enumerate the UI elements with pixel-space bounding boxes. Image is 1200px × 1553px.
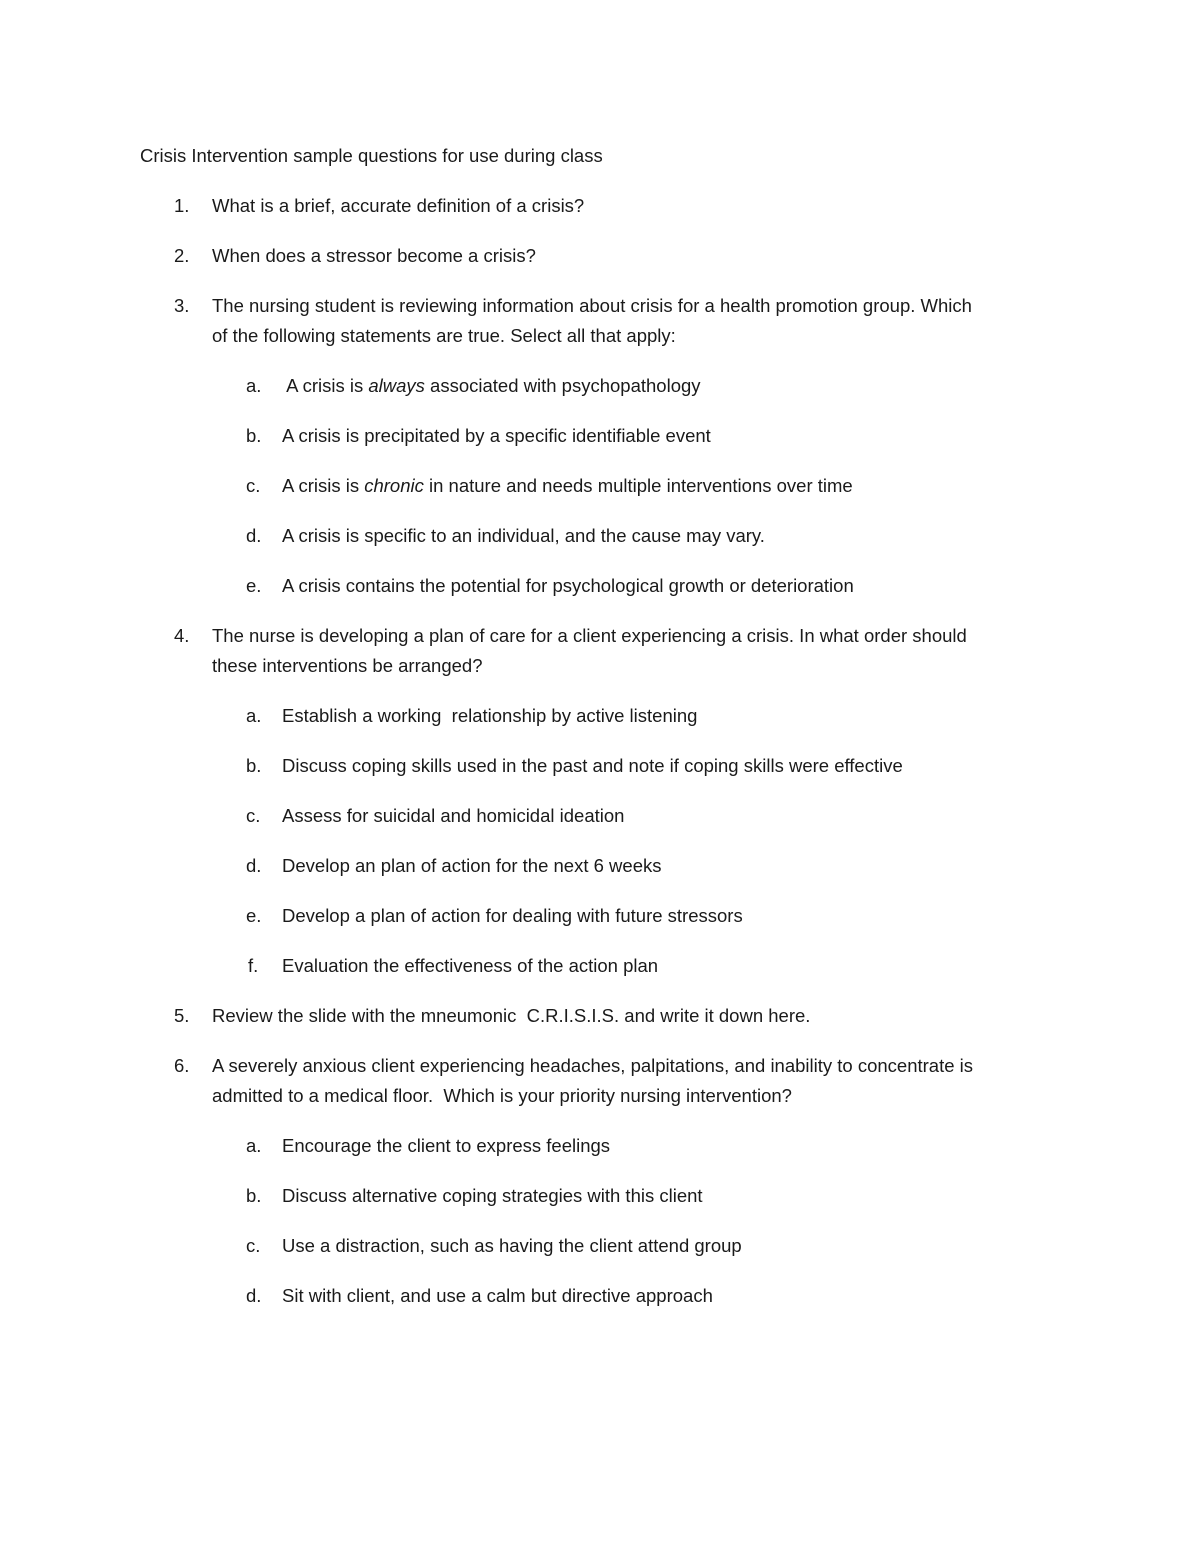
q6-option-d-letter: d. (246, 1285, 262, 1306)
question-4-text-line1: The nurse is developing a plan of care for a client experiencing a crisis. In what order should (212, 625, 967, 646)
q3-option-e-text: A crisis contains the potential for psychological growth or deterioration (282, 575, 854, 596)
q3-option-a-letter: a. (246, 375, 262, 396)
question-5-number: 5. (174, 1005, 190, 1026)
q4-option-d-text: Develop an plan of action for the next 6 weeks (282, 855, 662, 876)
q3-option-c-text: A crisis is chronic in nature and needs multiple interventions over time (282, 475, 853, 496)
q3-option-a-emphasis: always (368, 375, 425, 396)
question-3-text-line1: The nursing student is reviewing information about crisis for a health promotion group. Which (212, 295, 972, 316)
q4-option-b-text: Discuss coping skills used in the past and note if coping skills were effective (282, 755, 903, 776)
question-6-text-line1: A severely anxious client experiencing headaches, palpitations, and inability to concentrate is (212, 1055, 974, 1076)
q6-option-a-text: Encourage the client to express feelings (282, 1135, 611, 1156)
q4-option-e-text: Develop a plan of action for dealing with future stressors (282, 905, 743, 926)
question-6-number: 6. (174, 1055, 190, 1076)
q6-option-a-letter: a. (246, 1135, 262, 1156)
q6-option-b-text: Discuss alternative coping strategies with this client (282, 1185, 703, 1206)
question-4-text-line2: these interventions be arranged? (212, 655, 483, 676)
question-1-text: What is a brief, accurate definition of a crisis? (212, 195, 585, 216)
q4-option-f-text: Evaluation the effectiveness of the action plan (282, 955, 659, 976)
question-6-text-line2: admitted to a medical floor. Which is your priority nursing intervention? (212, 1085, 792, 1106)
q4-option-a-letter: a. (246, 705, 262, 726)
q4-option-c-letter: c. (246, 805, 261, 826)
question-1-number: 1. (174, 195, 190, 216)
q6-option-c-text: Use a distraction, such as having the client attend group (282, 1235, 742, 1256)
question-2-number: 2. (174, 245, 190, 266)
q4-option-e-letter: e. (246, 905, 262, 926)
q3-option-d-text: A crisis is specific to an individual, and the cause may vary. (282, 525, 765, 546)
question-4-number: 4. (174, 625, 190, 646)
document-title: Crisis Intervention sample questions for use during class (140, 145, 603, 166)
q3-option-b-text: A crisis is precipitated by a specific identifiable event (282, 425, 711, 446)
q4-option-f-letter: f. (248, 955, 259, 976)
q4-option-a-text: Establish a working relationship by active listening (282, 705, 698, 726)
question-2-text: When does a stressor become a crisis? (212, 245, 536, 266)
q3-option-a-text: A crisis is always associated with psychopathology (282, 375, 701, 396)
question-3-text-line2: of the following statements are true. Select all that apply: (212, 325, 676, 346)
q3-option-c-letter: c. (246, 475, 261, 496)
q4-option-b-letter: b. (246, 755, 262, 776)
q6-option-d-text: Sit with client, and use a calm but directive approach (282, 1285, 713, 1306)
q3-option-d-letter: d. (246, 525, 262, 546)
q4-option-d-letter: d. (246, 855, 262, 876)
q3-option-c-emphasis: chronic (364, 475, 424, 496)
q6-option-b-letter: b. (246, 1185, 262, 1206)
q6-option-c-letter: c. (246, 1235, 261, 1256)
q4-option-c-text: Assess for suicidal and homicidal ideation (282, 805, 625, 826)
question-5-text: Review the slide with the mneumonic C.R.I.S.I.S. and write it down here. (212, 1005, 811, 1026)
question-3-number: 3. (174, 295, 190, 316)
q3-option-e-letter: e. (246, 575, 262, 596)
q3-option-b-letter: b. (246, 425, 262, 446)
